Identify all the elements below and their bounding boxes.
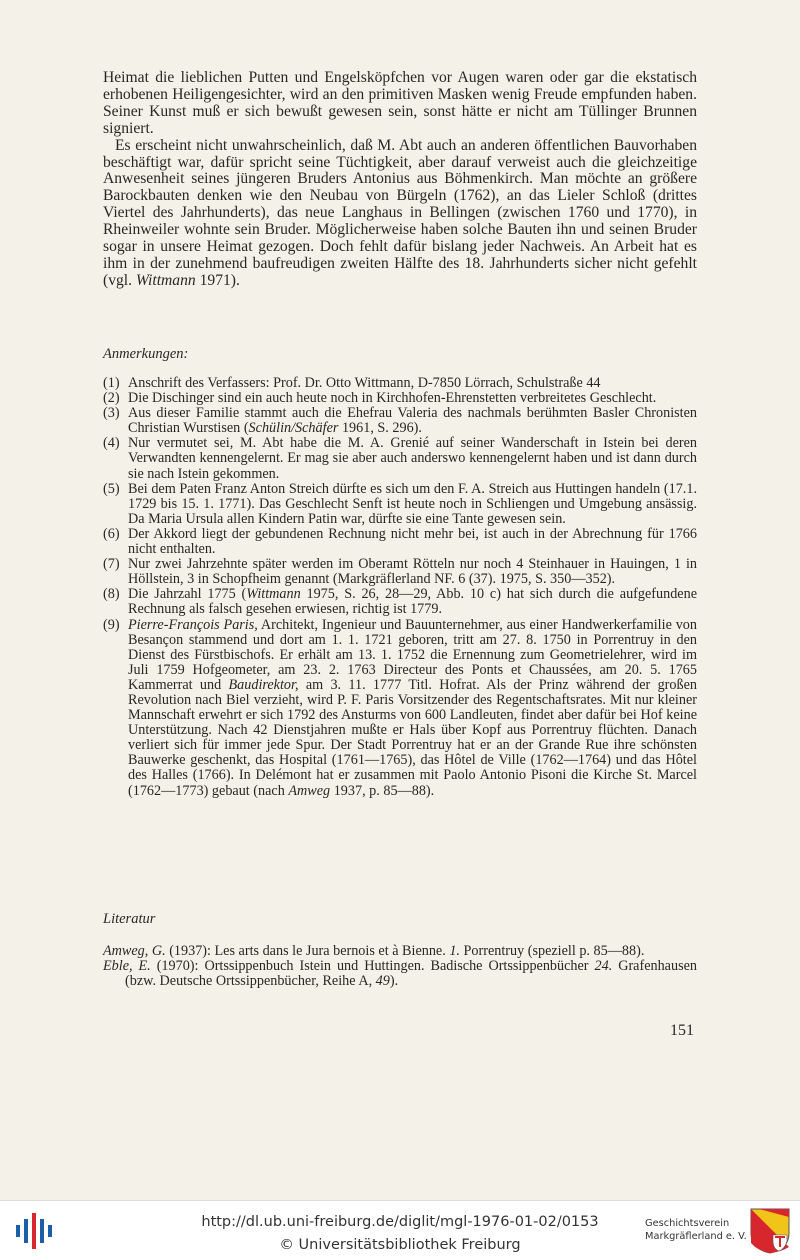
notes-list (103, 376, 697, 799)
literature-heading: Literatur (103, 911, 156, 927)
note-item: (2) Die Dischinger sind ein auch heute noch in Kirchhofen-Ehrenstetten verbreitetes Geschlecht. (103, 390, 657, 407)
literature-list (103, 944, 697, 989)
note-item: (3) Aus dieser Familie stammt auch die Ehefrau Valeria des nachmals berühmten Basler Chronisten Christian Wurstisen (Schülin/Schäfer 1961, S. 296). (103, 405, 697, 437)
literature-item: Amweg, G. (1937): Les arts dans le Jura bernois et à Bienne. 1. Porrentruy (speziell p. 85—88). (103, 943, 645, 959)
note-item: (4) Nur vermutet sei, M. Abt habe die M. A. Grenié auf seiner Wanderschaft in Istein bei deren Verwandten kennengelernt. Er mag sie aber auch anderswo kennengelernt haben und ist dann durch sie nach Istein gekommen. (103, 435, 697, 482)
note-item: (7) Nur zwei Jahrzehnte später werden im Oberamt Rötteln nur noch 4 Steinhauer in Hauingen, 1 in Höllstein, 3 in Schopfheim genannt (Markgräflerland NF. 6 (37). 1975, S. 350—352). (103, 556, 697, 588)
page-number: 151 (670, 1022, 694, 1039)
note-item: (1) Anschrift des Verfassers: Prof. Dr. Otto Wittmann, D-7850 Lörrach, Schulstraße 44 (103, 375, 601, 391)
notes-heading: Anmerkungen: (103, 346, 189, 362)
footer-bar (0, 1200, 800, 1260)
note-item: (5) Bei dem Paten Franz Anton Streich dürfte es sich um den F. A. Streich aus Huttingen handeln (17.1. 1729 bis 15. 1. 1771). Das Geschlecht Senft ist heute noch in Schliengen und Umgebung ansässig. Da Maria Ursula allen Kindern Patin war, dürfte sie eine Tante gewesen sein. (103, 480, 697, 527)
note-item: (8) Die Jahrzahl 1775 (Wittmann 1975, S. 26, 28—29, Abb. 10 c) hat sich durch die aufgefundene Rechnung als falsch gesehen erwiesen, richtig ist 1779. (103, 586, 697, 618)
footer-copyright: © Universitätsbibliothek Freiburg (279, 1237, 521, 1253)
paragraph-2: Es erscheint nicht unwahrscheinlich, daß M. Abt auch an anderen öffentlichen Bauvorhaben beschäftigt war, dafür spricht seine Tüchtigkeit, aber darauf verweist auch die gleichzeitige Anwesenheit seines jüngeren Bruders Antonius aus Böhmenkirch. Man möchte an größere Barockbauten denken wie den Neubau von Bürgeln (1762), an das Lieler Schloß (drittes Viertel des Jahrhunderts), das neue Langhaus in Bellingen (zwischen 1760 und 1770), in Rheinweiler wohnte sein Bruder. Möglicherweise haben solche Bauten ihn und seinen Bruder sogar in unsere Heimat gezogen. Doch fehlt dafür bislang jeder Nachweis. An Arbeit hat es ihm in der zunehmend baufreudigen zweiten Hälfte des 18. Jahrhunderts sicher nicht gefehlt (vgl. Wittmann 1971). (103, 136, 697, 289)
footer-url-link[interactable]: http://dl.ub.uni-freiburg.de/diglit/mgl-1976-01-02/0153 (201, 1214, 599, 1230)
society-name: Geschichtsverein Markgräflerland e. V. (645, 1218, 747, 1242)
citation-author: Wittmann (135, 271, 196, 289)
paragraph-1: Heimat die lieblichen Putten und Engelsköpfchen vor Augen waren oder gar die ekstatisch erhobenen Heiligengesichter, wird an den primitiven Masken wenig Freude empfunden haben. Seiner Kunst muß er sich bewußt gewesen sein, sonst hätte er nicht am Tüllinger Brunnen signiert. (103, 69, 697, 137)
literature-item: Eble, E. (1970): Ortssippenbuch Istein und Huttingen. Badische Ortssippenbücher 24. Grafenhausen (bzw. Deutsche Ortssippenbücher, Reihe A, 49). (103, 958, 697, 990)
ub-freiburg-logo-icon[interactable] (14, 1211, 54, 1251)
note-item: (6) Der Akkord liegt der gebundenen Rechnung nicht mehr bei, ist auch in der Abrechnung für 1766 nicht enthalten. (103, 525, 697, 558)
note-item: (9) Pierre-François Paris, Architekt, Ingenieur und Bauunternehmer, aus einer Handwerkerfamilie von Besançon stammend und dort am 1. 1. 1721 geboren, tritt am 27. 8. 1750 in Porrentruy in den Dienst des Fürstbischofs. Er erhält am 13. 1. 1752 die Ernennung zum Geometrielehrer, wird im Juli 1759 Hofgeometer, am 23. 2. 1763 Directeur des Ponts et Chaussées, am 20. 5. 1765 Kammerrat und Baudirektor, am 3. 11. 1777 Titl. Hofrat. Als der Prinz während der großen Revolution nach Biel verzieht, wird P. F. Paris Vorsitzender des Regentschaftsrates. Mit nur kleiner Mannschaft erwehrt er sich 1792 des Ansturms von 600 Landleuten, findet aber dafür bei Hof keine Unterstützung. Nach 42 Dienstjahren mußte er Hals über Kopf aus Porrentruy flüchten. Danach verliert sich für immer jede Spur. Der Stadt Porrentruy hat er an der Grande Rue ihre schönsten Bauwerke geschenkt, das Hospital (1761—1765), das Hôtel de Ville (1762—1764) und das Hôtel des Halles (1766). In Delémont hat er zusammen mit Paolo Antonio Pisoni die Kirche St. Marcel (1762—1773) gebaut (nach Amweg 1937, p. 85—88). (103, 616, 697, 799)
coat-of-arms-icon (749, 1207, 791, 1255)
body-text (103, 70, 697, 290)
